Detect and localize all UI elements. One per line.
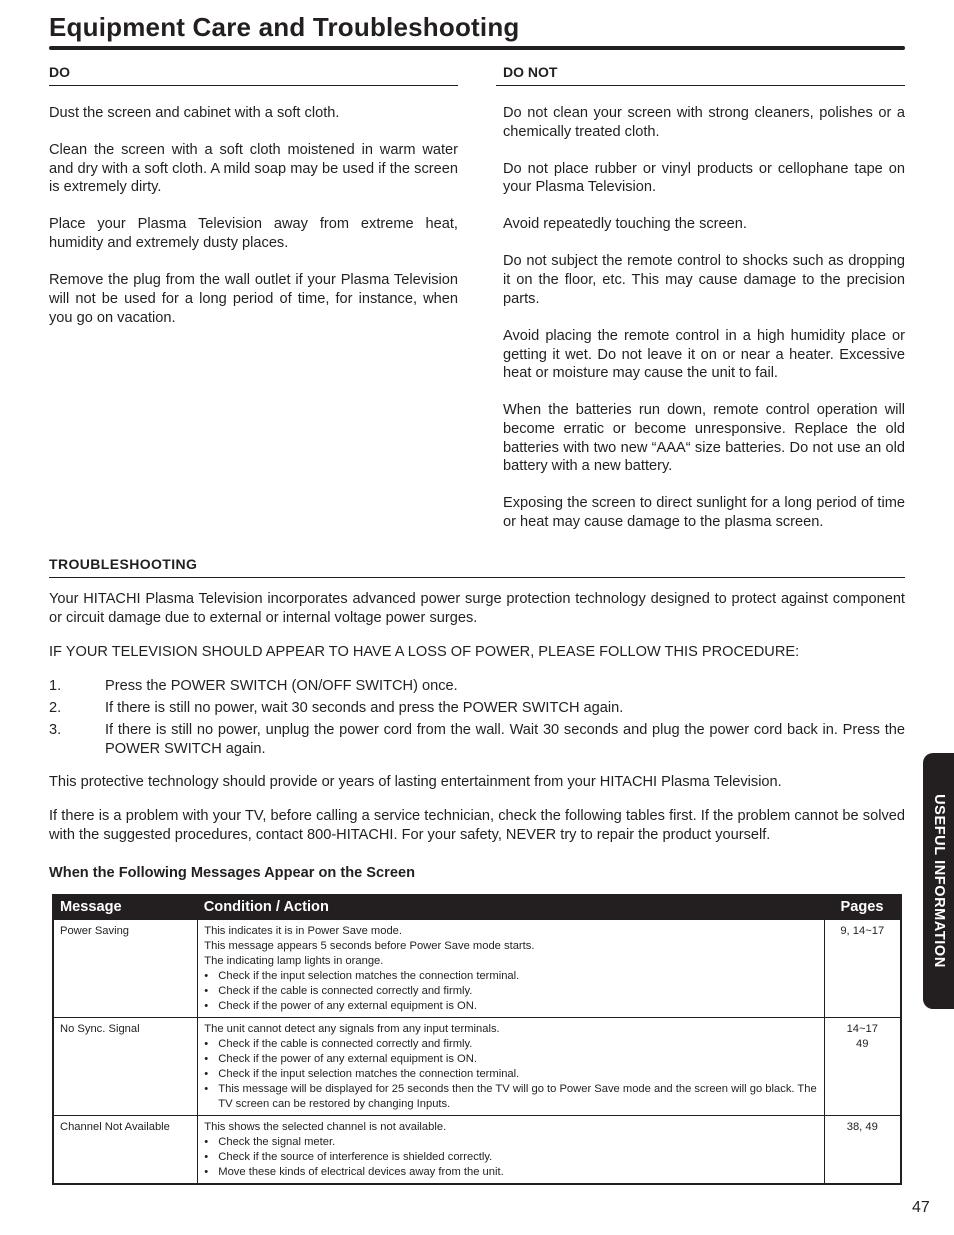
step-text: Press the POWER SWITCH (ON/OFF SWITCH) once. — [105, 678, 458, 694]
do-not-item: When the batteries run down, remote control operation will become erratic or become unresponsive. Replace the old batteries with two new “AAA“ size batteries. Do not use an old battery with a new battery. — [503, 402, 905, 475]
do-column — [49, 64, 458, 346]
step-number: 1. — [49, 678, 62, 694]
do-not-column — [496, 64, 905, 550]
do-item: Remove the plug from the wall outlet if your Plasma Television will not be used for a long period of time, for instance, when you go on vacation. — [49, 272, 458, 326]
procedure-steps — [49, 677, 905, 759]
step-number: 2. — [49, 700, 62, 716]
page-number: 47 — [912, 1199, 930, 1216]
messages-table — [52, 894, 902, 1185]
step-text: If there is still no power, wait 30 seconds and press the POWER SWITCH again. — [105, 700, 624, 716]
condition-bullet: • Check if the input selection matches the connection terminal. — [204, 969, 817, 984]
pages-value: 9, 14~17 — [840, 924, 885, 937]
pages-cell — [824, 1115, 901, 1184]
pages-value: 14~17 — [846, 1022, 878, 1035]
condition-bullet: • Check if the power of any external equipment is ON. — [204, 1052, 817, 1067]
table-heading: When the Following Messages Appear on the Screen — [49, 865, 415, 881]
do-not-item: Do not place rubber or vinyl products or cellophane tape on your Plasma Television. — [503, 160, 905, 196]
condition-bullet: • Check if the cable is connected correctly and firmly. — [204, 984, 817, 999]
condition-line: This indicates it is in Power Save mode. — [204, 924, 402, 937]
condition-bullet: • This message will be displayed for 25 seconds then the TV will go to Power Save mode and the screen will go black. The TV screen can be restored by changing Inputs. — [204, 1082, 817, 1112]
procedure-step — [49, 677, 905, 696]
pages-cell — [824, 1017, 901, 1115]
message-cell: Channel Not Available — [53, 1115, 198, 1184]
step-number: 3. — [49, 722, 62, 738]
condition-bullet: • Check if the cable is connected correctly and firmly. — [204, 1037, 817, 1052]
side-tab-label: USEFUL INFORMATION — [930, 794, 947, 968]
troubleshooting-section — [49, 556, 905, 883]
table-row — [53, 919, 901, 1017]
do-item: Clean the screen with a soft cloth moistened in warm water and dry with a soft cloth. A mild soap may be used if the screen is extremely dirty. — [49, 142, 458, 196]
table-row — [53, 1017, 901, 1115]
troubleshooting-intro: Your HITACHI Plasma Television incorporates advanced power surge protection technology designed to protect against component or circuit damage due to external or internal voltage power surges. — [49, 591, 905, 626]
procedure-step — [49, 699, 905, 718]
pages-value: 38, 49 — [846, 1120, 878, 1133]
condition-bullet: • Check if the source of interference is shielded correctly. — [204, 1150, 817, 1165]
table-header-row — [53, 895, 901, 919]
condition-bullet: • Check if the power of any external equipment is ON. — [204, 999, 817, 1014]
header-message: Message — [53, 895, 198, 919]
do-not-item: Do not clean your screen with strong cleaners, polishes or a chemically treated cloth. — [503, 105, 905, 140]
do-not-item: Avoid repeatedly touching the screen. — [503, 216, 747, 233]
do-list — [49, 86, 458, 327]
section-side-tab — [923, 753, 954, 1009]
procedure-step — [49, 721, 905, 759]
message-cell: Power Saving — [53, 919, 198, 1017]
page-title: Equipment Care and Troubleshooting — [49, 12, 520, 42]
condition-line: This shows the selected channel is not available. — [204, 1120, 447, 1133]
do-not-heading: DO NOT — [496, 64, 905, 86]
service-note: If there is a problem with your TV, before calling a service technician, check the following tables first. If the problem cannot be solved with the suggested procedures, contact 800-HITACHI. For your safety, NEVER try to repair the product yourself. — [49, 808, 905, 843]
do-heading: DO — [49, 64, 458, 86]
do-not-item: Avoid placing the remote control in a high humidity place or getting it wet. Do not leave it on or near a heater. Excessive heat or moisture may cause the unit to fail. — [503, 327, 905, 382]
protective-note: This protective technology should provide or years of lasting entertainment from your HITACHI Plasma Television. — [49, 774, 782, 790]
procedure-heading: IF YOUR TELEVISION SHOULD APPEAR TO HAVE A LOSS OF POWER, PLEASE FOLLOW THIS PROCEDURE: — [49, 644, 800, 660]
condition-bullet: • Move these kinds of electrical devices away from the unit. — [204, 1165, 817, 1180]
pages-cell — [824, 919, 901, 1017]
header-pages: Pages — [824, 895, 901, 919]
condition-cell — [198, 1017, 824, 1115]
table-row — [53, 1115, 901, 1184]
condition-cell — [198, 1115, 824, 1184]
condition-line: The unit cannot detect any signals from any input terminals. — [204, 1022, 500, 1035]
header-condition: Condition / Action — [198, 895, 824, 919]
condition-cell — [198, 919, 824, 1017]
step-text: If there is still no power, unplug the power cord from the wall. Wait 30 seconds and plug the power cord back in. Press the POWER SWITCH again. — [105, 722, 905, 757]
pages-value: 49 — [856, 1037, 869, 1050]
condition-bullet: • Check the signal meter. — [204, 1135, 817, 1150]
message-cell: No Sync. Signal — [53, 1017, 198, 1115]
do-not-item: Do not subject the remote control to shocks such as dropping it on the floor, etc. This may cause damage to the precision parts. — [503, 253, 905, 307]
condition-line: The indicating lamp lights in orange. — [204, 954, 384, 967]
do-item: Place your Plasma Television away from extreme heat, humidity and extremely dusty places. — [49, 216, 458, 252]
condition-bullet: • Check if the input selection matches the connection terminal. — [204, 1067, 817, 1082]
do-not-list — [496, 86, 905, 532]
do-not-item: Exposing the screen to direct sunlight for a long period of time or heat may cause damage to the plasma screen. — [503, 495, 905, 531]
condition-line: This message appears 5 seconds before Power Save mode starts. — [204, 939, 535, 952]
title-rule — [49, 46, 905, 50]
do-item: Dust the screen and cabinet with a soft cloth. — [49, 105, 340, 121]
troubleshooting-heading: TROUBLESHOOTING — [49, 556, 905, 578]
